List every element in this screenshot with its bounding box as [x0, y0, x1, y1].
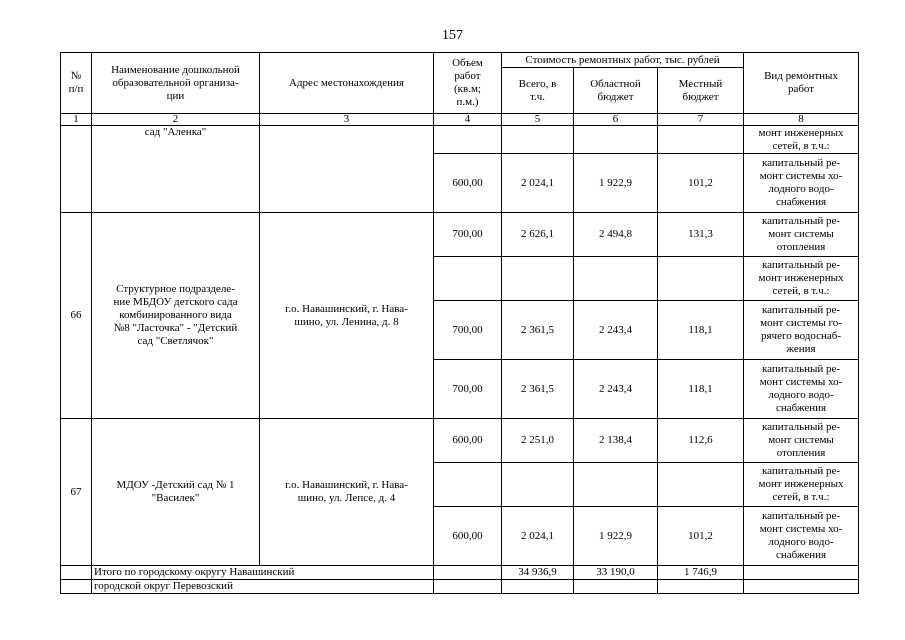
cell-volume	[434, 463, 502, 507]
cell-regional	[574, 126, 658, 154]
cell-total	[502, 463, 574, 507]
cell-local: 101,2	[658, 154, 744, 213]
section-row	[61, 580, 859, 594]
table-row	[61, 213, 859, 257]
cell-work-type	[744, 580, 859, 594]
column-number: 1	[61, 114, 92, 126]
cell-regional	[574, 257, 658, 301]
repair-cost-table	[60, 52, 859, 594]
cell-regional: 1 922,9	[574, 154, 658, 213]
column-number: 8	[744, 114, 859, 126]
cell-work-type: капитальный ре- монт системы го- рячего водоснаб- жения	[744, 301, 859, 360]
header-volume: Объем работ (кв.м; п.м.)	[434, 53, 502, 114]
column-number: 5	[502, 114, 574, 126]
org-name: МДОУ -Детский сад № 1 "Василек"	[92, 419, 260, 566]
org-address: г.о. Навашинский, г. Нава- шино, ул. Ленина, д. 8	[260, 213, 434, 419]
cell-local: 112,6	[658, 419, 744, 463]
cell-total: 2 361,5	[502, 360, 574, 419]
cell-work-type: капитальный ре- монт системы отопления	[744, 419, 859, 463]
header-address: Адрес местонахождения	[260, 53, 434, 114]
cell-work-type: капитальный ре- монт инженерных сетей, в т.ч.:	[744, 257, 859, 301]
cell-local	[658, 580, 744, 594]
org-address: г.о. Навашинский, г. Нава- шино, ул. Лепсе, д. 4	[260, 419, 434, 566]
total-label: Итого по городскому округу Навашинский	[92, 566, 434, 580]
cell-volume	[434, 257, 502, 301]
cell-volume: 600,00	[434, 507, 502, 566]
header-local: Местный бюджет	[658, 68, 744, 114]
cell-local: 1 746,9	[658, 566, 744, 580]
cell-local	[658, 126, 744, 154]
cell-total	[502, 126, 574, 154]
cell-total: 2 251,0	[502, 419, 574, 463]
cell-local: 118,1	[658, 301, 744, 360]
cell-work-type: капитальный ре- монт системы отопления	[744, 213, 859, 257]
row-num	[61, 126, 92, 213]
cell-regional	[574, 580, 658, 594]
cell-work-type: монт инженерных сетей, в т.ч.:	[744, 126, 859, 154]
header-cost-group: Стоимость ремонтных работ, тыс. рублей	[502, 53, 744, 68]
page-number: 157	[442, 28, 463, 43]
cell-work-type: капитальный ре- монт системы хо- лодного водо- снабжения	[744, 360, 859, 419]
cell-regional: 2 243,4	[574, 301, 658, 360]
cell-volume: 700,00	[434, 301, 502, 360]
org-name: Структурное подразделе- ние МБДОУ детского сада комбинированного вида №8 "Ласточка" - "Детский сад "Светлячок"	[92, 213, 260, 419]
cell-work-type	[744, 566, 859, 580]
cell-local	[658, 257, 744, 301]
header-total: Всего, в т.ч.	[502, 68, 574, 114]
header-row-1	[61, 53, 859, 68]
column-number: 7	[658, 114, 744, 126]
row-num	[61, 580, 92, 594]
cell-regional	[574, 463, 658, 507]
cell-regional: 2 243,4	[574, 360, 658, 419]
section-label: городской округ Перевозский	[92, 580, 434, 594]
column-number: 4	[434, 114, 502, 126]
total-row	[61, 566, 859, 580]
cell-total: 34 936,9	[502, 566, 574, 580]
cell-volume	[434, 566, 502, 580]
cell-total	[502, 257, 574, 301]
cell-work-type: капитальный ре- монт инженерных сетей, в т.ч.:	[744, 463, 859, 507]
column-number: 3	[260, 114, 434, 126]
table-row	[61, 126, 859, 154]
header-regional: Областной бюджет	[574, 68, 658, 114]
column-number: 2	[92, 114, 260, 126]
column-number: 6	[574, 114, 658, 126]
row-num: 67	[61, 419, 92, 566]
cell-regional: 2 494,8	[574, 213, 658, 257]
cell-volume: 600,00	[434, 419, 502, 463]
cell-volume	[434, 126, 502, 154]
cell-volume: 600,00	[434, 154, 502, 213]
cell-regional: 33 190,0	[574, 566, 658, 580]
cell-volume: 700,00	[434, 360, 502, 419]
cell-total: 2 361,5	[502, 301, 574, 360]
cell-local: 118,1	[658, 360, 744, 419]
cell-local	[658, 463, 744, 507]
cell-work-type: капитальный ре- монт системы хо- лодного водо- снабжения	[744, 507, 859, 566]
cell-total: 2 626,1	[502, 213, 574, 257]
org-name: сад "Аленка"	[92, 126, 260, 213]
column-number-row	[61, 114, 859, 126]
row-num: 66	[61, 213, 92, 419]
cell-total	[502, 580, 574, 594]
cell-work-type: капитальный ре- монт системы хо- лодного водо- снабжения	[744, 154, 859, 213]
org-address	[260, 126, 434, 213]
header-org-name: Наименование дошкольной образовательной организа- ции	[92, 53, 260, 114]
header-work-type: Вид ремонтных работ	[744, 53, 859, 114]
cell-total: 2 024,1	[502, 154, 574, 213]
cell-volume: 700,00	[434, 213, 502, 257]
cell-volume	[434, 580, 502, 594]
cell-regional: 2 138,4	[574, 419, 658, 463]
header-num: № п/п	[61, 53, 92, 114]
table-row	[61, 419, 859, 463]
cell-local: 131,3	[658, 213, 744, 257]
cell-local: 101,2	[658, 507, 744, 566]
cell-regional: 1 922,9	[574, 507, 658, 566]
row-num	[61, 566, 92, 580]
cell-total: 2 024,1	[502, 507, 574, 566]
